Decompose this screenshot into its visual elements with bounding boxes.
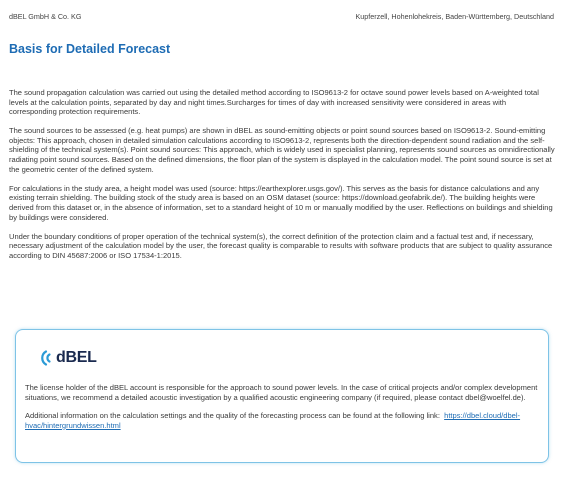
paragraph-forecast-quality: Under the boundary conditions of proper operation of the technical system(s), the correct definition of the protection claim and a factual test and, if necessary, necessary adjustment of the calculation model by the user, the forecast quality is comparable to results with software products that are subject to quality assurance according to DIN 45687:2006 or ISO 17534-1:2015. bbox=[9, 231, 553, 260]
paragraph-height-model: For calculations in the study area, a height model was used (source: https://earthexplorer.usgs.gov/). This serves as the basis for distance calculations and any existing terrain shielding. The building stock of the study area is based on an OSM dataset (source: https://download.geofabrik.de/). The building heights were derived from this dataset or, in the absence of information, set to a standard height of 10 m or manually modified by the user. Reflections on buildings and shielding by buildings were considered. bbox=[9, 183, 553, 222]
background-knowledge-link[interactable]: https://dbel.cloud/dbel-hvac/hintergrundwissen.html bbox=[25, 411, 521, 430]
license-notice-box bbox=[15, 329, 549, 463]
section-body bbox=[9, 88, 555, 270]
section-title: Basis for Detailed Forecast bbox=[9, 42, 171, 56]
page-header bbox=[9, 12, 554, 21]
notice-text bbox=[25, 383, 539, 439]
company-name: dBEL GmbH & Co. KG bbox=[9, 12, 82, 21]
logo-wordmark: dBEL bbox=[56, 349, 97, 366]
notice-additional-info-text: Additional information on the calculation settings and the quality of the forecasting process can be found at the following link: bbox=[25, 411, 440, 421]
paragraph-calculation-method: The sound propagation calculation was carried out using the detailed method according to ISO9613-2 for octave sound power levels based on A-weighted total levels at the calculation points, separated by day and night times.Surcharges for times of day with increased sensitivity were considered in areas with corresponding protection requirements. bbox=[9, 88, 539, 117]
dbel-logo bbox=[35, 348, 97, 368]
company-location: Kupferzell, Hohenlohekreis, Baden-Württemberg, Deutschland bbox=[355, 12, 554, 21]
sound-waves-icon bbox=[35, 348, 55, 368]
paragraph-sound-sources: The sound sources to be assessed (e.g. heat pumps) are shown in dBEL as sound-emitting objects or point sound sources based on ISO9613-2. Sound-emitting objects: This approach, chosen in detailed simulation calculations according to ISO9613-2, represents both the direction-dependent sound radiation and the self-shielding of the technical system(s). Point sound sources: This approach, which is widely used in specialist planning, represents sound sources as omnidirectionally radiating point sound sources. Based on the defined dimensions, the floor plan of the system is displayed in the calculation model. The point sound source is set at the geometric center of the defined system. bbox=[9, 126, 555, 174]
notice-responsibility: The license holder of the dBEL account is responsible for the approach to sound power levels. In the case of critical projects and/or complex development situations, we recommend a detailed acoustic investigation by a qualified acoustic engineering company (if required, please contact dbel@woelfel.de). bbox=[25, 383, 538, 402]
notice-additional-info bbox=[25, 411, 539, 430]
